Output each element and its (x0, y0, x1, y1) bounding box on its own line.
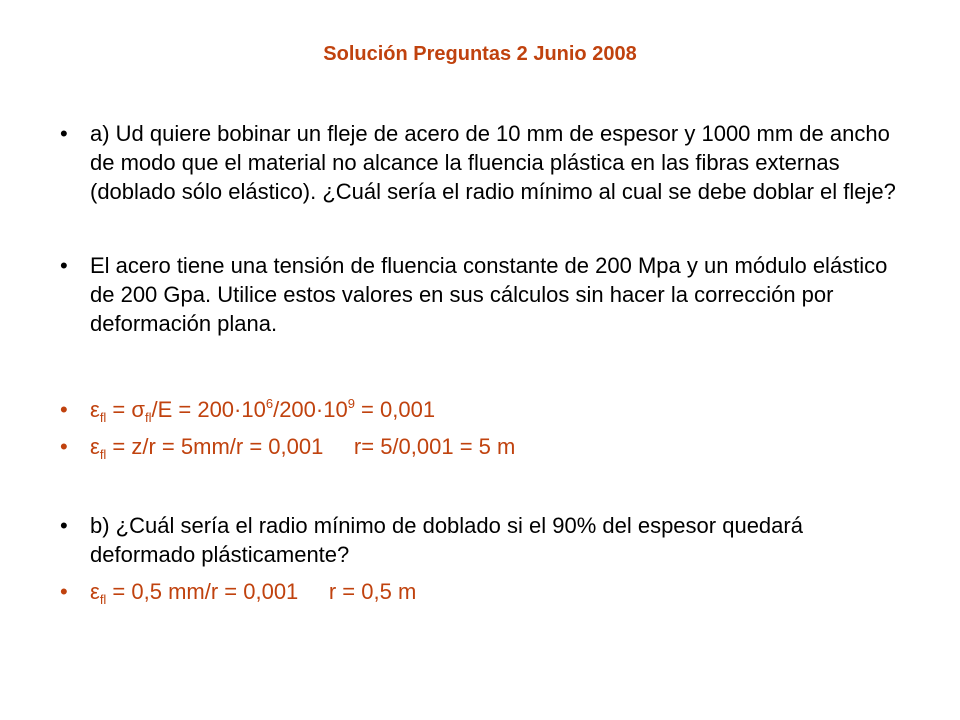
equation-part: = 0,001 (354, 397, 436, 422)
epsilon-subscript: fl (99, 447, 107, 462)
equation-part: /E = 200·10 (151, 397, 266, 422)
question-a-text: a) Ud quiere bobinar un fleje de acero de 10 mm de espesor y 1000 mm de ancho de modo que el material no alcance la fluencia plástica en las fibras externas (doblado sólo elástico). ¿Cuál sería el radio mínimo al cual se debe doblar el fleje? (90, 121, 896, 204)
epsilon-symbol: ε (90, 579, 100, 604)
question-b-text: b) ¿Cuál sería el radio mínimo de doblado si el 90% del espesor quedará deformado plásticamente? (90, 513, 803, 567)
bullet-item-equation-1 (60, 395, 910, 424)
bullet-item-equation-2 (60, 432, 910, 461)
sigma-subscript: fl (144, 410, 152, 425)
bullet-icon: • (60, 434, 68, 459)
equation-part: = σ (106, 397, 145, 422)
bullet-icon: • (60, 579, 68, 604)
exponent: 6 (265, 396, 274, 411)
equation-1 (90, 395, 910, 424)
equation-part: = z/r = 5mm/r = 0,001 r= 5/0,001 = 5 m (106, 434, 516, 459)
epsilon-symbol: ε (90, 434, 100, 459)
bullet-icon: • (60, 513, 68, 538)
bullet-icon: • (60, 253, 68, 278)
epsilon-symbol: ε (90, 397, 100, 422)
bullet-item-question-b (60, 511, 910, 569)
bullet-item-equation-3 (60, 577, 910, 606)
epsilon-subscript: fl (99, 410, 107, 425)
bullet-icon: • (60, 121, 68, 146)
equation-3 (90, 577, 910, 606)
epsilon-subscript: fl (99, 592, 107, 607)
equation-part: /200·10 (273, 397, 348, 422)
slide-title: Solución Preguntas 2 Junio 2008 (323, 43, 637, 65)
bullet-item-steel-properties (60, 251, 910, 338)
bullet-icon: • (60, 397, 68, 422)
steel-properties-text: El acero tiene una tensión de fluencia constante de 200 Mpa y un módulo elástico de 200 Gpa. Utilice estos valores en sus cálculos sin hacer la corrección por deformación plana. (90, 253, 888, 336)
exponent: 9 (347, 396, 355, 411)
equation-2 (90, 432, 910, 461)
equation-part: = 0,5 mm/r = 0,001 r = 0,5 m (106, 579, 417, 604)
bullet-item-question-a (60, 119, 910, 206)
